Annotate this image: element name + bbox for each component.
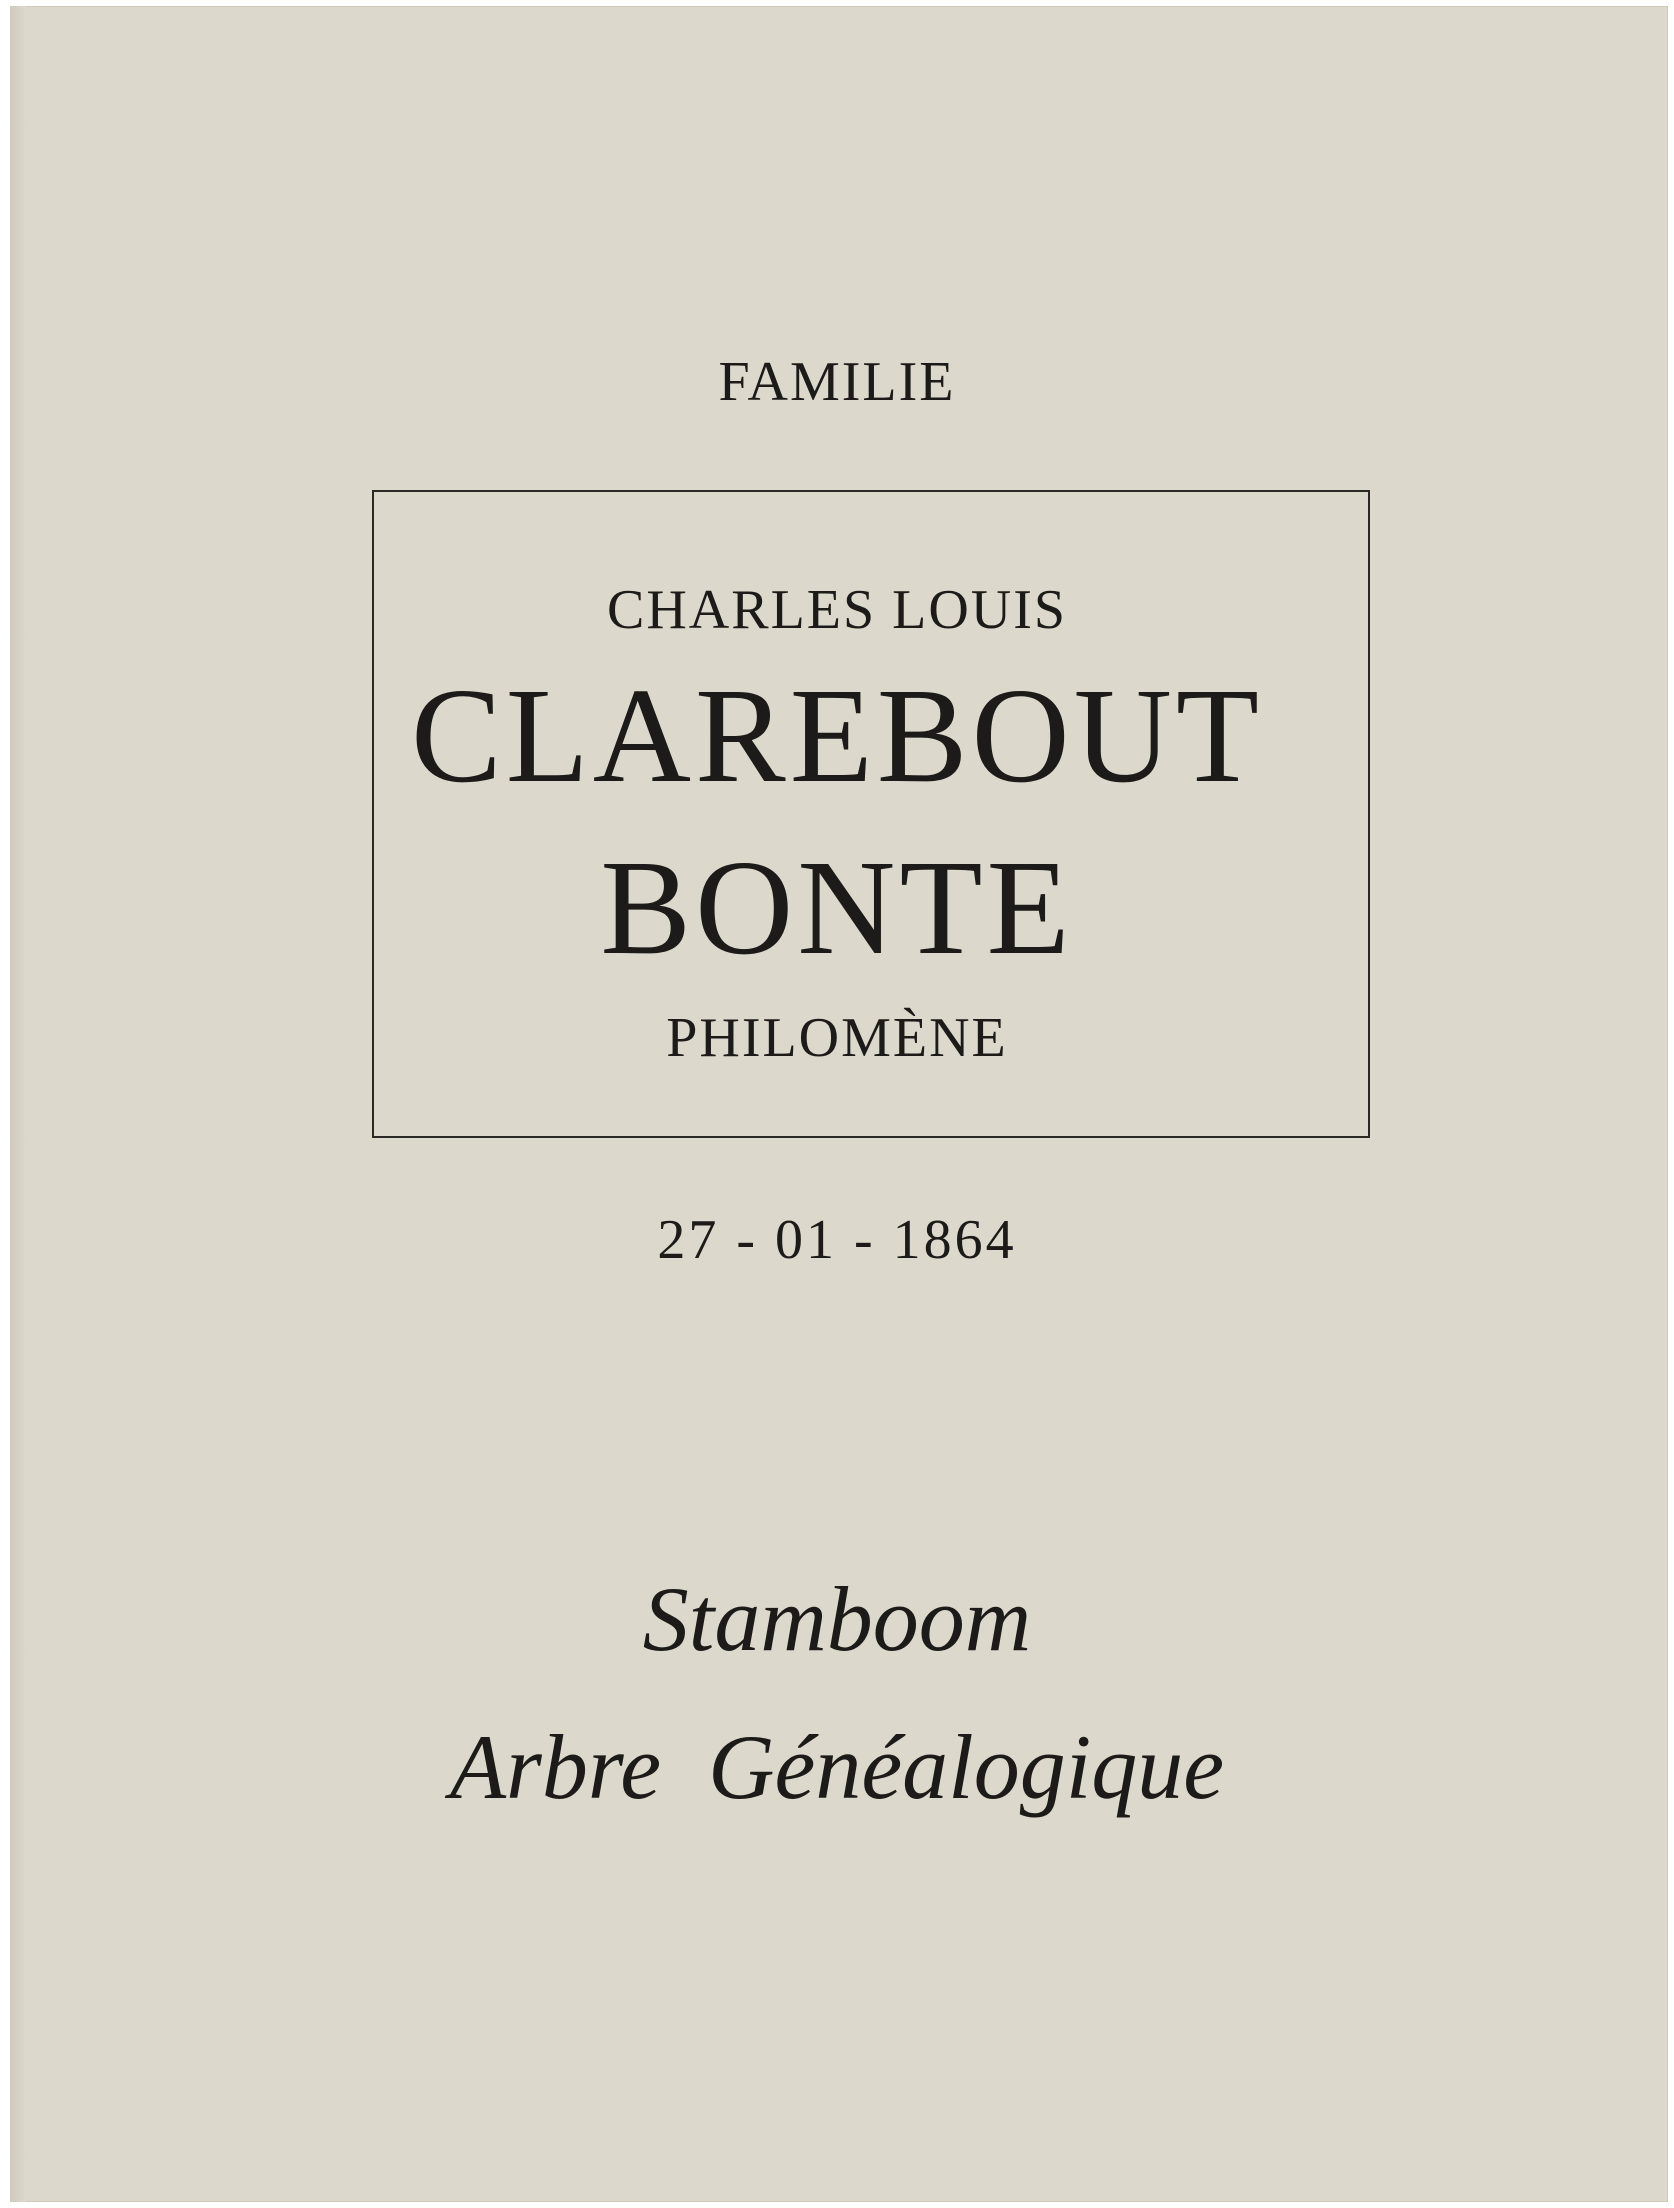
given-name-second: PHILOMÈNE (666, 1007, 1008, 1069)
subtitle-french: Arbre Généalogique (449, 1716, 1225, 1818)
surname-first: CLAREBOUT (411, 661, 1263, 811)
subtitle-dutch: Stamboom (642, 1568, 1032, 1670)
given-names: CHARLES LOUIS (606, 579, 1068, 641)
cover-spine-edge (10, 6, 26, 2202)
cover-heading: FAMILIE (718, 351, 956, 413)
date: 27 - 01 - 1864 (657, 1209, 1017, 1271)
surname-second: BONTE (600, 833, 1074, 983)
